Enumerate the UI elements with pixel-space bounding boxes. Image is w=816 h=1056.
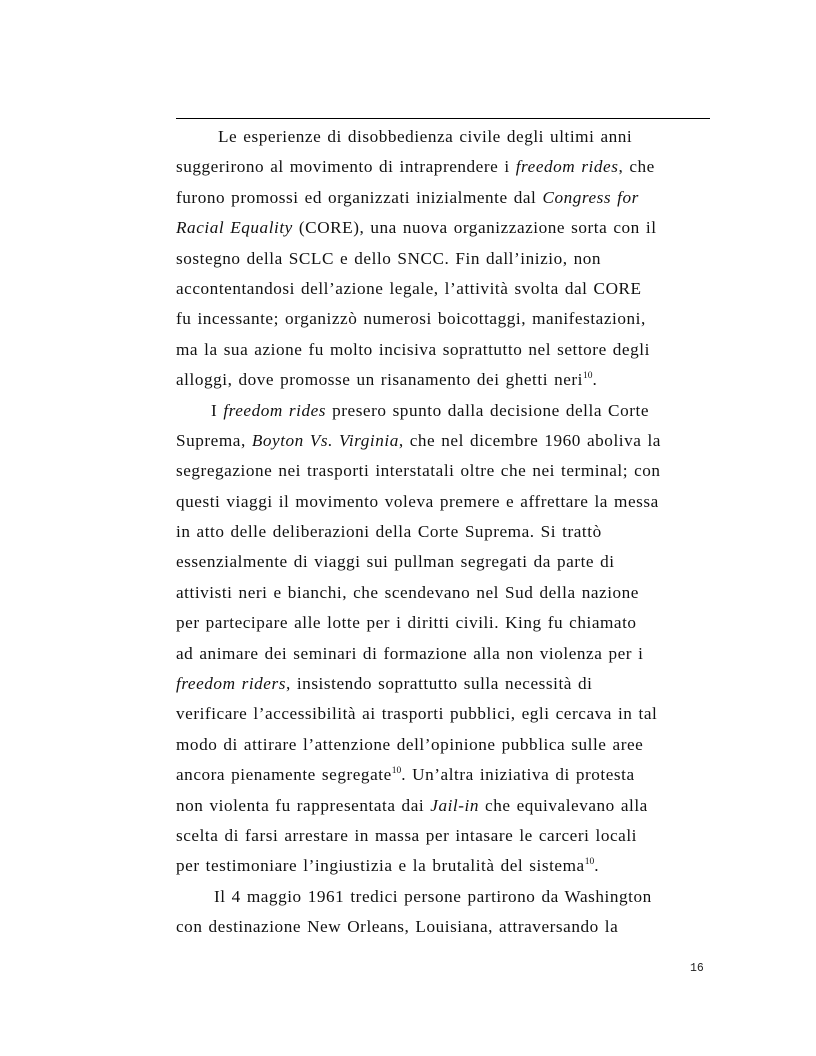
italic-term: Boyton Vs. Virginia [251,430,399,450]
text-line-11: Suprema, Boyton Vs. Virginia, che nel dicembre 1960 aboliva la [176,430,661,450]
text-line-18: ad animare dei seminari di formazione alla non violenza per i [176,643,644,663]
text-line-2: suggerirono al movimento di intraprendere i freedom rides, che [176,157,655,177]
text-line-4: Racial Equality (CORE), una nuova organizzazione sorta con il [176,218,657,238]
text-line-27: con destinazione New Orleans, Louisiana, attraversando la [176,917,619,937]
text-line-10: I freedom rides presero spunto dalla decisione della Corte [211,400,649,420]
body-text [176,122,716,943]
text-line-22: ancora pienamente segregate$^{10}$. Un’altra iniziativa di protesta [176,765,635,785]
text-line-7: fu incessante; organizzò numerosi boicottaggi, manifestazioni, [176,309,646,329]
italic-term: Congress for [542,187,639,207]
text-line-24: scelta di farsi arrestare in massa per intasare le carceri locali [176,825,637,845]
text-line-26: Il 4 maggio 1961 tredici persone partirono da Washington [214,886,652,906]
text-line-1: Le esperienze di disobbedienza civile degli ultimi anni [218,127,633,146]
text-line-19: freedom riders, insistendo soprattutto sulla necessità di [176,674,593,694]
italic-term: freedom rides [515,157,619,177]
text-line-16: attivisti neri e bianchi, che scendevano nel Sud della nazione [176,582,639,602]
text-line-8: ma la sua azione fu molto incisiva soprattutto nel settore degli [176,339,650,359]
italic-term: freedom rides [223,400,327,420]
italic-term: Jail-in [430,795,479,815]
italic-term: Racial Equality [176,218,293,238]
page-number: 16 [690,962,704,975]
text-line-21: modo di attirare l’attenzione dell’opinione pubblica sulle aree [176,734,644,754]
text-line-9: alloggi, dove promosse un risanamento dei ghetti neri$^{10}$. [176,370,598,390]
text-line-15: essenzialmente di viaggi sui pullman segregati da parte di [176,552,615,572]
italic-term: freedom riders [176,674,286,694]
text-line-6: accontentandosi dell’azione legale, l’attività svolta dal CORE [176,278,642,298]
text-line-12: segregazione nei trasporti interstatali oltre che nei terminal; con [176,461,661,481]
text-line-14: in atto delle deliberazioni della Corte Suprema. Si trattò [176,522,602,542]
footnote-ref: 10 [583,371,593,382]
footnote-ref: 10 [391,766,402,777]
text-line-23: non violenta fu rappresentata dai Jail-in che equivalevano alla [176,795,648,815]
text-line-25: per testimoniare l’ingiustizia e la brutalità del sistema$^{10}$. [176,856,600,876]
text-line-20: verificare l’accessibilità ai trasporti pubblici, egli cercava in tal [176,704,658,724]
text-line-17: per partecipare alle lotte per i diritti civili. King fu chiamato [176,613,637,633]
text-line-3: furono promossi ed organizzati inizialmente dal Congress for [176,187,639,207]
text-line-5: sostegno della SCLC e dello SNCC. Fin dall’inizio, non [176,248,602,268]
footnote-ref: 10 [584,857,595,868]
header-rule [176,118,710,119]
text-line-13: questi viaggi il movimento voleva premere e affrettare la messa [176,491,659,511]
